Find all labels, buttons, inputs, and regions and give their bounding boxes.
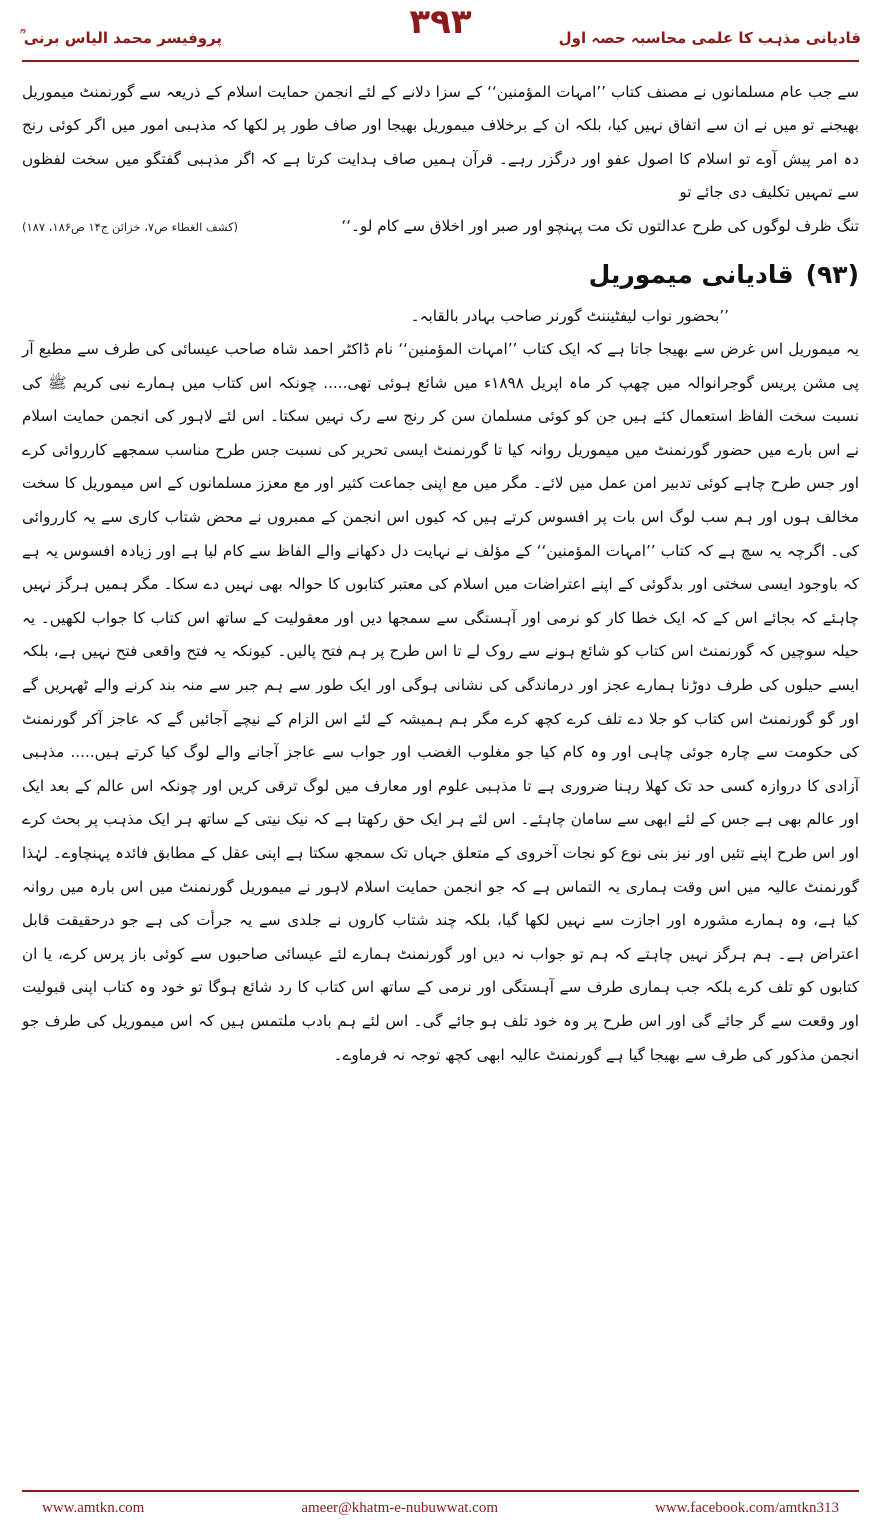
section-title: قادیانی میموریل (588, 260, 794, 290)
author-name: پروفیسر محمد الیاس برنی ؒ (20, 29, 223, 47)
page-number: ۳۹۳ (409, 2, 472, 42)
citation: (کشف الغطاء ص۷، خزائن ج۱۴ ص۱۸۶، ۱۸۷) (22, 219, 239, 234)
intro-last-line: تنگ ظرف لوگوں کی طرح عدالتوں تک مت پہنچو اور صبر اور اخلاق سے کام لو۔‘‘ (341, 216, 859, 235)
memorial-address: ’’بحضور نواب لیفٹیننٹ گورنر صاحب بہادر بالقابہ۔ (410, 307, 729, 326)
page-content (22, 76, 859, 1072)
website-link[interactable]: www.amtkn.com (42, 1499, 145, 1516)
intro-paragraph: سے جب عام مسلمانوں نے مصنف کتاب ’’امہات المؤمنین‘‘ کے سزا دلانے کے لئے انجمن حمایت اسلام کے ذریعہ سے گورنمنٹ میموریل بھیجنے تو میں نے ان سے اتفاق نہیں کیا، بلکہ ان کے برخلاف میموریل بھیجا اور صاف طور پر لکھا کہ مذہبی امور میں اگر کوئی رنج دہ امر پیش آوے تو اسلام کا اصول عفو اور درگزر رہے۔ قرآن ہمیں صاف ہدایت کرتا ہے کہ اگر مذہبی گفتگو میں سخت لفظوں سے تمہیں تکلیف دی جائے تو (22, 83, 859, 202)
facebook-link[interactable]: www.facebook.com/amtkn313 (655, 1499, 839, 1516)
email-link[interactable]: ameer@khatm-e-nubuwwat.com (301, 1499, 498, 1516)
memorial-body: یہ میموریل اس غرض سے بھیجا جاتا ہے کہ ایک کتاب ’’امہات المؤمنین‘‘ نام ڈاکٹر احمد شاہ صاحب عیسائی کی طرف سے مطبع آر پی مشن پریس گوجرانوالہ میں چھپ کر ماہ اپریل ۱۸۹۸ء میں شائع ہوئی تھی..... چونکہ اس کتاب میں ہمارے نبی کریم ﷺ کی نسبت سخت الفاظ استعمال کئے ہیں جن کو کوئی مسلمان سن کر رنج سے رک نہیں سکتا۔ اس لئے لاہور کی انجمن حمایت اسلام نے اس بارے میں حضور گورنمنٹ میں میموریل روانہ کیا تا گورنمنٹ ایسی تحریر کی نسبت جس طرح مناسب سمجھے کارروائی کرے اور جس طرح چاہے کوئی تدبیر امن عمل میں لائے۔ مگر میں مع اپنی جماعت کثیر اور مع معزز مسلمانوں کے اس میموریل کا سخت مخالف ہوں اور ہم سب لوگ اس بات پر افسوس کرتے ہیں کہ کیوں اس انجمن کے ممبروں نے محض شتاب کاری سے یہ کارروائی کی۔ اگرچہ یہ سچ ہے کہ کتاب ’’امہات المؤمنین‘‘ کے مؤلف نے نہایت دل دکھانے والے الفاظ سے کام لیا ہے اور زیادہ افسوس یہ ہے کہ باوجود ایسی سختی اور بدگوئی کے اپنے اعتراضات میں اسلام کی معتبر کتابوں کا حوالہ بھی نہیں دے سکا۔ مگر ہمیں ہرگز نہیں چاہئے کہ بجائے اس کے کہ ایک خطا کار کو نرمی اور آہستگی سے سمجھا دیں اور معقولیت کے ساتھ اس کتاب کا جواب لکھیں۔ یہ حیلہ سوچیں کہ گورنمنٹ اس کتاب کو شائع ہونے سے روک لے تا اس طرح پر ہم فتح پالیں۔ کیونکہ یہ فتح واقعی فتح نہیں ہے، بلکہ ایسے حیلوں کی طرف دوڑنا ہمارے عجز اور درماندگی کی نشانی ہوگی اور ایک طور سے ہم جبر سے منہ بند کرنے والے ٹھہریں گے اور گو گورنمنٹ اس کتاب کو جلا دے تلف کرے کچھ کرے مگر ہم ہمیشہ کے لئے اس الزام کے نیچے آجائیں گے کہ عاجز آکر گورنمنٹ کی حکومت سے چارہ جوئی چاہی اور وہ کام کیا جو مغلوب الغضب اور جواب سے عاجز آجانے والے لوگ کیا کرتے ہیں..... مذہبی آزادی کا دروازہ کسی حد تک کھلا رہنا ضروری ہے تا مذہبی علوم اور معارف میں لوگ ترقی کریں اور چونکہ اس عالم کے بعد ایک اور عالم بھی ہے جس کے لئے ابھی سے سامان چاہئے۔ اس لئے ہر ایک حق رکھتا ہے کہ نیک نیتی کے ساتھ ہر ایک مذہب پر بحث کرے اور اس طرح اپنے تئیں اور نیز بنی نوع کو نجات آخروی کے متعلق جہاں تک سمجھ سکتا ہے اپنی عقل کے مطابق فائدہ پہنچاوے۔ لہٰذا گورنمنٹ عالیہ میں اس وقت ہماری یہ التماس ہے کہ جو انجمن حمایت اسلام لاہور نے میموریل گورنمنٹ میں اس بارہ میں روانہ کیا ہے، وہ ہمارے مشورہ اور اجازت سے نہیں لکھا گیا، بلکہ چند شتاب کاروں نے جلدی سے یہ جرأت کی ہے جو درحقیقت قابل اعتراض ہے۔ ہم ہرگز نہیں چاہتے کہ ہم تو جواب نہ دیں اور گورنمنٹ ہمارے لئے عیسائی صاحبوں سے کوئی باز پرس کرے، یا ان کتابوں کو تلف کرے بلکہ جب ہماری طرف سے آہستگی اور نرمی کے ساتھ اس کتاب کا رد شائع ہوگا تو خود وہ کتاب اپنی قبولیت اور وقعت سے گر جائے گی اور اس طرح پر وہ خود تلف ہو جائے گی۔ اس لئے ہم بادب ملتمس ہیں کہ اس میموریل کی طرف جو انجمن مذکور کی طرف سے بھیجا گیا ہے گورنمنٹ عالیہ ابھی کچھ توجہ نہ فرماوے۔ (22, 340, 859, 1064)
section-number: (۹۳) (805, 260, 859, 290)
book-title: قادیانی مذہب کا علمی محاسبہ حصہ اول (558, 29, 861, 47)
page-footer (22, 1494, 859, 1522)
footer-divider (22, 1490, 859, 1492)
header-divider (22, 60, 859, 62)
intro-closing-line (22, 210, 859, 244)
section-heading (22, 254, 859, 296)
